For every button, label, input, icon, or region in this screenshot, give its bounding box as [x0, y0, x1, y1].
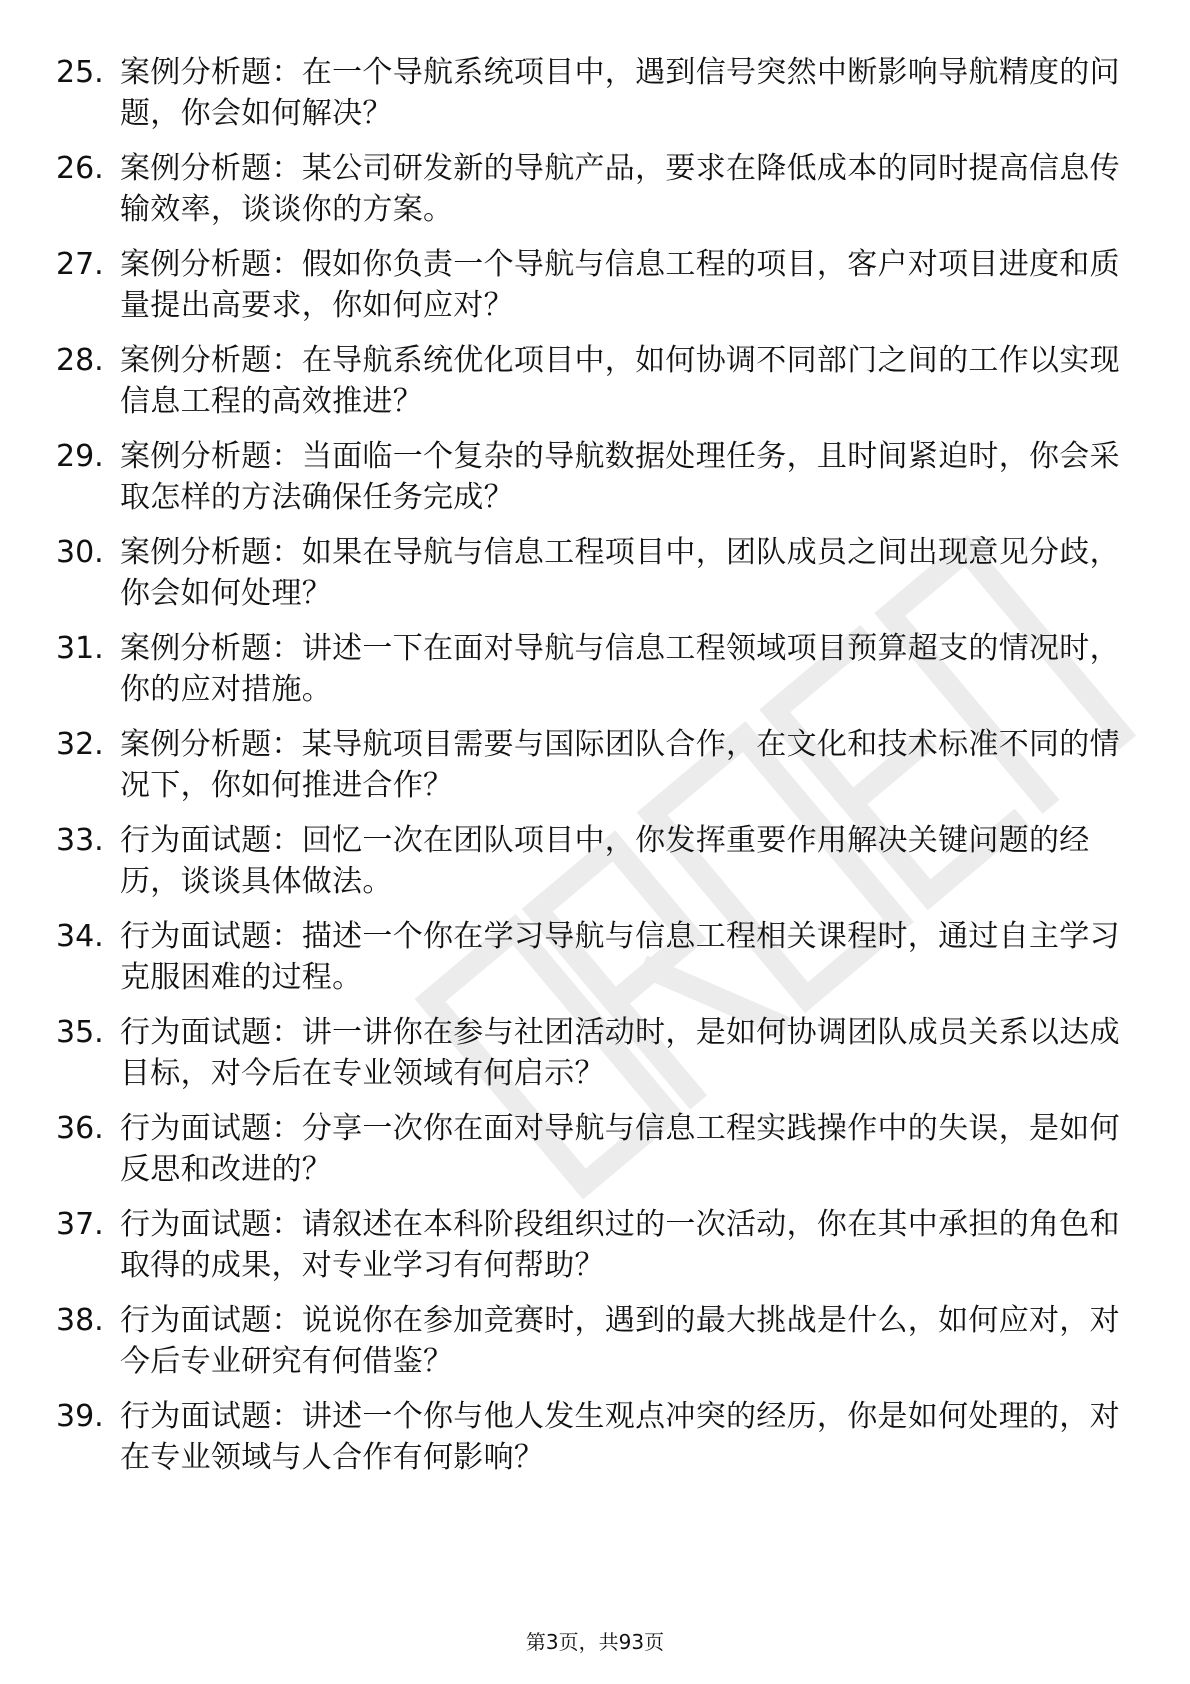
- question-type: 行为面试题：: [120, 1111, 302, 1146]
- question-number: 35.: [56, 1015, 104, 1050]
- question-type: 案例分析题：: [120, 631, 302, 666]
- question-body: [120, 1108, 1126, 1190]
- question-body: [120, 916, 1126, 998]
- question-item: [56, 1012, 1126, 1094]
- question-text: 分享一次你在面对导航与信息工程实践操作中的失误，是如何反思和改进的？: [120, 1111, 1120, 1187]
- question-type: 案例分析题：: [120, 343, 302, 378]
- question-number: 34.: [56, 919, 104, 954]
- question-number: 30.: [56, 535, 104, 570]
- question-type: 行为面试题：: [120, 823, 302, 858]
- question-item: [56, 244, 1126, 326]
- question-item: [56, 532, 1126, 614]
- question-type: 行为面试题：: [120, 1015, 302, 1050]
- question-item: [56, 340, 1126, 422]
- question-text: 某导航项目需要与国际团队合作，在文化和技术标准不同的情况下，你如何推进合作？: [120, 727, 1120, 803]
- question-text: 某公司研发新的导航产品，要求在降低成本的同时提高信息传输效率，谈谈你的方案。: [120, 151, 1120, 227]
- question-text: 讲述一下在面对导航与信息工程领域项目预算超支的情况时，你的应对措施。: [120, 631, 1120, 707]
- question-body: [120, 1300, 1126, 1382]
- question-type: 案例分析题：: [120, 439, 302, 474]
- question-type: 行为面试题：: [120, 919, 302, 954]
- question-number: 27.: [56, 247, 104, 282]
- question-type: 案例分析题：: [120, 727, 302, 762]
- question-text: 请叙述在本科阶段组织过的一次活动，你在其中承担的角色和取得的成果，对专业学习有何帮助？: [120, 1207, 1120, 1283]
- question-text: 假如你负责一个导航与信息工程的项目，客户对项目进度和质量提出高要求，你如何应对？: [120, 247, 1120, 323]
- question-text: 讲述一个你与他人发生观点冲突的经历，你是如何处理的，对在专业领域与人合作有何影响？: [120, 1399, 1120, 1475]
- question-body: [120, 340, 1126, 422]
- question-type: 行为面试题：: [120, 1207, 302, 1242]
- question-type: 案例分析题：: [120, 151, 302, 186]
- question-type: 案例分析题：: [120, 55, 302, 90]
- question-number: 25.: [56, 55, 104, 90]
- question-item: [56, 52, 1126, 134]
- question-body: [120, 628, 1126, 710]
- question-body: [120, 1012, 1126, 1094]
- question-item: [56, 724, 1126, 806]
- question-text: 讲一讲你在参与社团活动时，是如何协调团队成员关系以达成目标，对今后在专业领域有何启示？: [120, 1015, 1120, 1091]
- question-item: [56, 1300, 1126, 1382]
- question-item: [56, 1396, 1126, 1478]
- question-number: 36.: [56, 1111, 104, 1146]
- question-body: [120, 724, 1126, 806]
- question-body: [120, 532, 1126, 614]
- question-number: 28.: [56, 343, 104, 378]
- question-number: 31.: [56, 631, 104, 666]
- question-body: [120, 436, 1126, 518]
- question-text: 当面临一个复杂的导航数据处理任务，且时间紧迫时，你会采取怎样的方法确保任务完成？: [120, 439, 1120, 515]
- question-number: 33.: [56, 823, 104, 858]
- page-number-label: 第3页，共93页: [525, 1630, 665, 1654]
- question-body: [120, 148, 1126, 230]
- question-number: 38.: [56, 1303, 104, 1338]
- question-number: 26.: [56, 151, 104, 186]
- question-item: [56, 1108, 1126, 1190]
- question-item: [56, 916, 1126, 998]
- question-number: 29.: [56, 439, 104, 474]
- question-text: 说说你在参加竞赛时，遇到的最大挑战是什么，如何应对，对今后专业研究有何借鉴？: [120, 1303, 1120, 1379]
- page-footer: [0, 1630, 1190, 1654]
- question-text: 在导航系统优化项目中，如何协调不同部门之间的工作以实现信息工程的高效推进？: [120, 343, 1120, 419]
- question-body: [120, 244, 1126, 326]
- question-number: 37.: [56, 1207, 104, 1242]
- question-item: [56, 628, 1126, 710]
- question-type: 案例分析题：: [120, 247, 302, 282]
- question-number: 32.: [56, 727, 104, 762]
- question-item: [56, 148, 1126, 230]
- question-list: [56, 52, 1126, 1492]
- question-type: 行为面试题：: [120, 1303, 302, 1338]
- question-type: 行为面试题：: [120, 1399, 302, 1434]
- question-text: 描述一个你在学习导航与信息工程相关课程时，通过自主学习克服困难的过程。: [120, 919, 1120, 995]
- question-body: [120, 52, 1126, 134]
- question-item: [56, 820, 1126, 902]
- question-body: [120, 1396, 1126, 1478]
- question-text: 如果在导航与信息工程项目中，团队成员之间出现意见分歧，你会如何处理？: [120, 535, 1120, 611]
- question-body: [120, 820, 1126, 902]
- question-type: 案例分析题：: [120, 535, 302, 570]
- question-item: [56, 1204, 1126, 1286]
- question-number: 39.: [56, 1399, 104, 1434]
- question-text: 回忆一次在团队项目中，你发挥重要作用解决关键问题的经历，谈谈具体做法。: [120, 823, 1090, 899]
- question-body: [120, 1204, 1126, 1286]
- question-item: [56, 436, 1126, 518]
- question-text: 在一个导航系统项目中，遇到信号突然中断影响导航精度的问题，你会如何解决？: [120, 55, 1120, 131]
